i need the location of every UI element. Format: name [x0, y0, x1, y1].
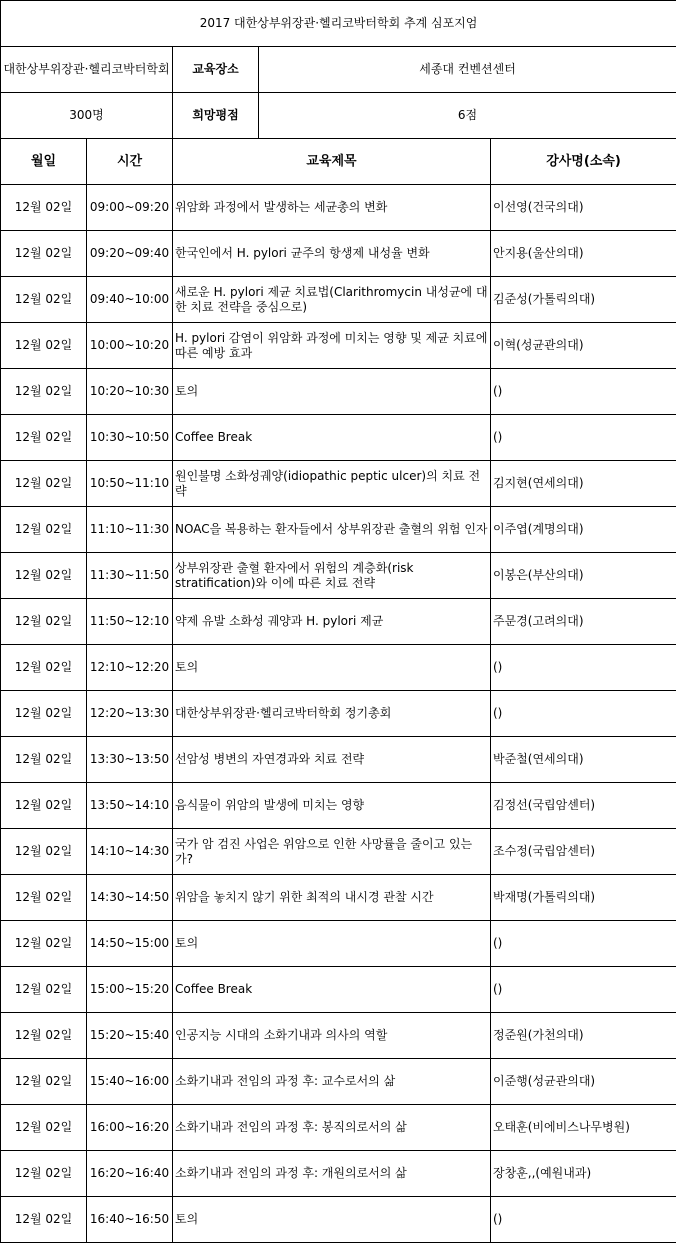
row-time: 12:10~12:20: [87, 645, 173, 691]
row-title: NOAC을 복용하는 환자들에서 상부위장관 출혈의 위험 인자: [173, 507, 491, 553]
row-title: 인공지능 시대의 소화기내과 의사의 역할: [173, 1013, 491, 1059]
row-title: 위암화 과정에서 발생하는 세균총의 변화: [173, 185, 491, 231]
row-time: 11:30~11:50: [87, 553, 173, 599]
row-speaker: 김지현(연세의대): [491, 461, 676, 507]
row-speaker: (): [491, 691, 676, 737]
row-time: 16:20~16:40: [87, 1151, 173, 1197]
row-time: 14:30~14:50: [87, 875, 173, 921]
table-row: [1, 875, 676, 921]
row-date: 12월 02일: [1, 415, 87, 461]
table-row: [1, 323, 676, 369]
table-row: [1, 461, 676, 507]
venue-value: 세종대 컨벤션센터: [259, 47, 676, 93]
table-row: [1, 507, 676, 553]
org-name: 대한상부위장관·헬리코박터학회: [1, 47, 173, 93]
row-date: 12월 02일: [1, 829, 87, 875]
table-row: [1, 553, 676, 599]
table-row: [1, 1105, 676, 1151]
row-date: 12월 02일: [1, 875, 87, 921]
row-time: 16:00~16:20: [87, 1105, 173, 1151]
row-speaker: (): [491, 921, 676, 967]
row-time: 10:50~11:10: [87, 461, 173, 507]
table-row: [1, 231, 676, 277]
score-label: 희망평점: [173, 93, 259, 139]
table-row: [1, 829, 676, 875]
row-date: 12월 02일: [1, 921, 87, 967]
row-speaker: 장창훈,,(예원내과): [491, 1151, 676, 1197]
row-speaker: 김준성(가톨릭의대): [491, 277, 676, 323]
column-header-date: 월일: [1, 139, 87, 185]
row-title: 소화기내과 전임의 과정 후: 봉직의로서의 삶: [173, 1105, 491, 1151]
score-value: 6점: [259, 93, 676, 139]
row-title: 한국인에서 H. pylori 균주의 항생제 내성율 변화: [173, 231, 491, 277]
table-row: [1, 369, 676, 415]
row-time: 12:20~13:30: [87, 691, 173, 737]
row-date: 12월 02일: [1, 231, 87, 277]
row-speaker: 이선영(건국의대): [491, 185, 676, 231]
row-speaker: 박재명(가톨릭의대): [491, 875, 676, 921]
row-speaker: 이혁(성균관의대): [491, 323, 676, 369]
row-title: 약제 유발 소화성 궤양과 H. pylori 제균: [173, 599, 491, 645]
row-time: 09:40~10:00: [87, 277, 173, 323]
row-title: Coffee Break: [173, 967, 491, 1013]
table-row: [1, 277, 676, 323]
column-header-title: 교육제목: [173, 139, 491, 185]
row-time: 13:50~14:10: [87, 783, 173, 829]
venue-label: 교육장소: [173, 47, 259, 93]
row-title: 토의: [173, 369, 491, 415]
table-row: [1, 737, 676, 783]
row-date: 12월 02일: [1, 737, 87, 783]
row-time: 10:00~10:20: [87, 323, 173, 369]
row-speaker: (): [491, 645, 676, 691]
row-time: 09:00~09:20: [87, 185, 173, 231]
table-row: [1, 599, 676, 645]
row-speaker: 이봉은(부산의대): [491, 553, 676, 599]
table-row: [1, 185, 676, 231]
row-date: 12월 02일: [1, 277, 87, 323]
row-speaker: 정준원(가천의대): [491, 1013, 676, 1059]
row-date: 12월 02일: [1, 1105, 87, 1151]
row-date: 12월 02일: [1, 1013, 87, 1059]
row-title: 원인불명 소화성궤양(idiopathic peptic ulcer)의 치료 전략: [173, 461, 491, 507]
row-speaker: (): [491, 1197, 676, 1243]
row-time: 10:20~10:30: [87, 369, 173, 415]
row-title: 소화기내과 전임의 과정 후: 교수로서의 삶: [173, 1059, 491, 1105]
table-row: [1, 1013, 676, 1059]
row-speaker: 이준행(성균관의대): [491, 1059, 676, 1105]
page-title: 2017 대한상부위장관·헬리코박터학회 추계 심포지엄: [1, 1, 676, 47]
table-row: [1, 691, 676, 737]
table-row: [1, 1151, 676, 1197]
row-date: 12월 02일: [1, 1059, 87, 1105]
row-date: 12월 02일: [1, 461, 87, 507]
row-speaker: 박준철(연세의대): [491, 737, 676, 783]
table-row: [1, 415, 676, 461]
row-time: 15:00~15:20: [87, 967, 173, 1013]
row-date: 12월 02일: [1, 369, 87, 415]
row-date: 12월 02일: [1, 645, 87, 691]
table-row: [1, 783, 676, 829]
row-date: 12월 02일: [1, 691, 87, 737]
row-time: 15:40~16:00: [87, 1059, 173, 1105]
row-date: 12월 02일: [1, 185, 87, 231]
row-time: 13:30~13:50: [87, 737, 173, 783]
row-time: 15:20~15:40: [87, 1013, 173, 1059]
row-title: H. pylori 감염이 위암화 과정에 미치는 영향 및 제균 치료에 따른 예방 효과: [173, 323, 491, 369]
row-date: 12월 02일: [1, 323, 87, 369]
row-time: 09:20~09:40: [87, 231, 173, 277]
column-header-speaker: 강사명(소속): [491, 139, 676, 185]
row-speaker: 오태훈(비에비스나무병원): [491, 1105, 676, 1151]
row-title: 선암성 병변의 자연경과와 치료 전략: [173, 737, 491, 783]
row-time: 11:10~11:30: [87, 507, 173, 553]
row-speaker: 조수정(국립암센터): [491, 829, 676, 875]
capacity-value: 300명: [1, 93, 173, 139]
column-header-row: [1, 139, 676, 185]
row-time: 14:50~15:00: [87, 921, 173, 967]
row-speaker: (): [491, 967, 676, 1013]
column-header-time: 시간: [87, 139, 173, 185]
table-row: [1, 921, 676, 967]
row-title: 새로운 H. pylori 제균 치료법(Clarithromycin 내성균에 대한 치료 전략을 중심으로): [173, 277, 491, 323]
table-row: [1, 1197, 676, 1243]
row-title: 토의: [173, 1197, 491, 1243]
row-date: 12월 02일: [1, 1197, 87, 1243]
table-row: [1, 645, 676, 691]
row-time: 11:50~12:10: [87, 599, 173, 645]
row-time: 14:10~14:30: [87, 829, 173, 875]
row-date: 12월 02일: [1, 507, 87, 553]
row-date: 12월 02일: [1, 553, 87, 599]
row-title: 국가 암 검진 사업은 위암으로 인한 사망률을 줄이고 있는가?: [173, 829, 491, 875]
row-time: 16:40~16:50: [87, 1197, 173, 1243]
row-date: 12월 02일: [1, 599, 87, 645]
row-date: 12월 02일: [1, 967, 87, 1013]
row-title: 소화기내과 전임의 과정 후: 개원의로서의 삶: [173, 1151, 491, 1197]
row-title: 토의: [173, 645, 491, 691]
row-date: 12월 02일: [1, 783, 87, 829]
row-title: 대한상부위장관·헬리코박터학회 정기총회: [173, 691, 491, 737]
row-speaker: 주문경(고려의대): [491, 599, 676, 645]
row-title: 토의: [173, 921, 491, 967]
row-speaker: 이주엽(계명의대): [491, 507, 676, 553]
row-speaker: 김정선(국립암센터): [491, 783, 676, 829]
row-date: 12월 02일: [1, 1151, 87, 1197]
row-speaker: 안지용(울산의대): [491, 231, 676, 277]
table-row: [1, 967, 676, 1013]
row-speaker: (): [491, 415, 676, 461]
row-title: Coffee Break: [173, 415, 491, 461]
row-title: 상부위장관 출혈 환자에서 위험의 계층화(risk stratification)와 이에 따른 치료 전략: [173, 553, 491, 599]
row-time: 10:30~10:50: [87, 415, 173, 461]
table-row: [1, 1059, 676, 1105]
row-title: 위암을 놓치지 않기 위한 최적의 내시경 관찰 시간: [173, 875, 491, 921]
row-title: 음식물이 위암의 발생에 미치는 영향: [173, 783, 491, 829]
row-speaker: (): [491, 369, 676, 415]
